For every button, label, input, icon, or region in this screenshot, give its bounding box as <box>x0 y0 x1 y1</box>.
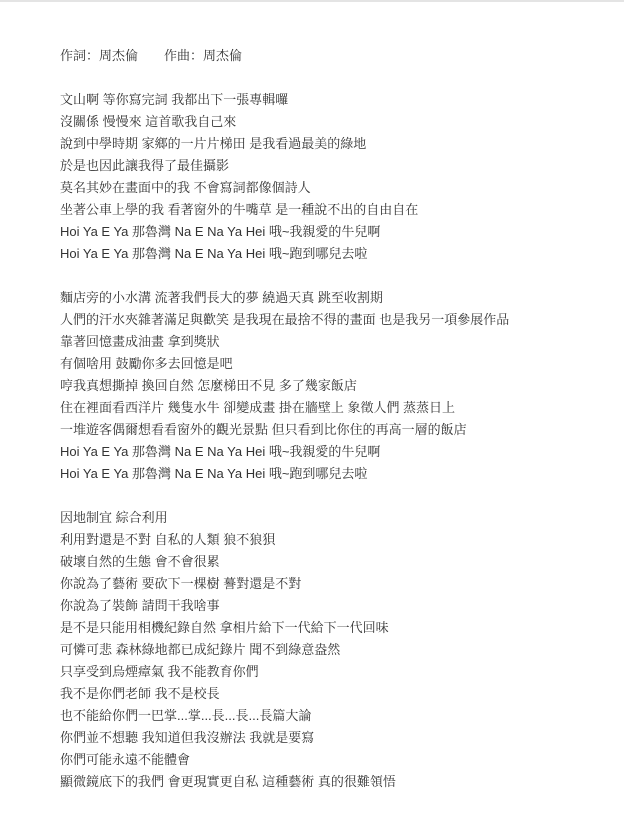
lyric-line: 一堆遊客偶爾想看看窗外的觀光景點 但只看到比你住的再高一層的飯店 <box>60 422 467 437</box>
stanza-3 <box>60 507 600 793</box>
lyric-line: 也不能給你們一巴掌...掌...長...長...長篇大論 <box>60 708 312 723</box>
lyric-line: 因地制宜 綜合利用 <box>60 510 168 525</box>
lyric-line: 你說為了裝飾 請問干我啥事 <box>60 598 220 613</box>
lyric-line: 你說為了藝術 要砍下一棵樹 謩對還是不對 <box>60 576 302 591</box>
lyric-line: Hoi Ya E Ya 那魯灣 Na E Na Ya Hei 哦~跑到哪兒去啦 <box>60 466 368 481</box>
lyric-line: 顯微鏡底下的我們 會更現實更自私 這種藝術 真的很難領悟 <box>60 774 396 789</box>
lyric-line: 你們可能永遠不能體會 <box>60 752 191 767</box>
lyric-line: Hoi Ya E Ya 那魯灣 Na E Na Ya Hei 哦~跑到哪兒去啦 <box>60 246 368 261</box>
lyric-line: 我不是你們老師 我不是校長 <box>60 686 220 701</box>
song-credits <box>60 45 600 67</box>
lyric-line: 哼我真想撕掉 換回自然 怎麼梯田不見 多了幾家飯店 <box>60 378 357 393</box>
lyric-line: 靠著回憶畫成油畫 拿到獎狀 <box>60 334 220 349</box>
composer-credit: 作曲：周杰倫 <box>164 48 243 63</box>
lyric-line: 文山啊 等你寫完詞 我都出下一張專輯囉 <box>60 92 289 107</box>
lyrics-content <box>60 45 600 793</box>
stanza-1 <box>60 89 600 265</box>
lyricist-credit: 作詞：周杰倫 <box>60 48 139 63</box>
lyric-line: 坐著公車上學的我 看著窗外的牛嘴草 是一種說不出的自由自在 <box>60 202 419 217</box>
lyric-line: Hoi Ya E Ya 那魯灣 Na E Na Ya Hei 哦~我親愛的牛兒啊 <box>60 444 381 459</box>
lyric-line: 莫名其妙在畫面中的我 不會寫詞都像個詩人 <box>60 180 311 195</box>
lyric-line: 說到中學時期 家鄉的一片片梯田 是我看過最美的綠地 <box>60 136 367 151</box>
lyric-line: 利用對還是不對 自私的人類 狼不狼狽 <box>60 532 276 547</box>
lyric-line: 有個啥用 鼓勵你多去回憶是吧 <box>60 356 233 371</box>
lyric-line: 麵店旁的小水溝 流著我們長大的夢 繞過天真 跳至收割期 <box>60 290 383 305</box>
lyric-line: Hoi Ya E Ya 那魯灣 Na E Na Ya Hei 哦~我親愛的牛兒啊 <box>60 224 381 239</box>
lyric-line: 住在裡面看西洋片 幾隻水牛 卻變成畫 掛在牆壁上 象徵人們 蒸蒸日上 <box>60 400 456 415</box>
lyric-line: 人們的汗水夾雜著滿足與歡笑 是我現在最捨不得的畫面 也是我另一項參展作品 <box>60 312 510 327</box>
lyric-line: 於是也因此讓我得了最佳攝影 <box>60 158 230 173</box>
lyric-line: 是不是只能用相機紀錄自然 拿相片給下一代給下一代回味 <box>60 620 389 635</box>
lyric-line: 破壞自然的生態 會不會很累 <box>60 554 220 569</box>
lyric-line: 可憐可悲 森林綠地都已成紀錄片 聞不到綠意盎然 <box>60 642 341 657</box>
lyric-line: 你們並不想聽 我知道但我沒辦法 我就是要寫 <box>60 730 315 745</box>
stanza-2 <box>60 287 600 485</box>
lyric-line: 沒關係 慢慢來 這首歌我自己來 <box>60 114 237 129</box>
lyrics-body <box>60 89 600 793</box>
lyric-line: 只享受到烏煙瘴氣 我不能教育你們 <box>60 664 259 679</box>
